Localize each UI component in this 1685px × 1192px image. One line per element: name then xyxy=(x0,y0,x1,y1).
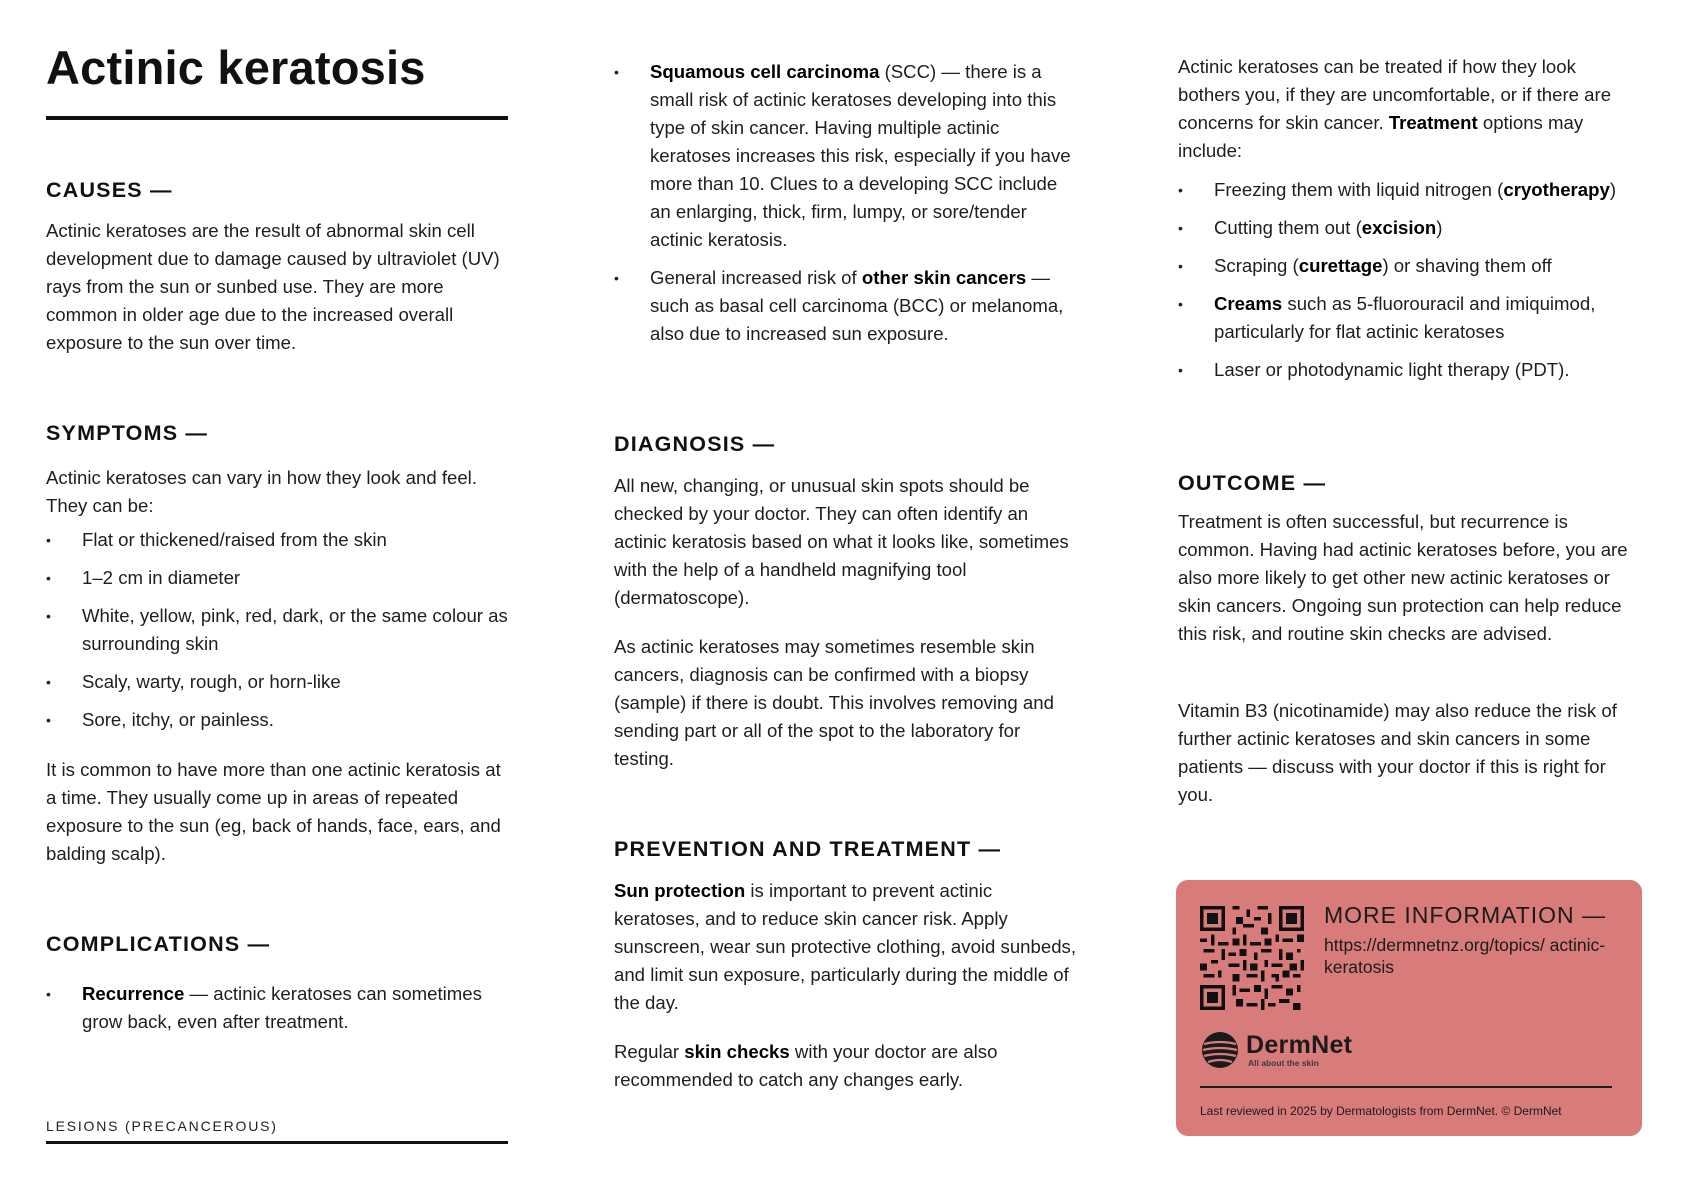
diagnosis-heading: DIAGNOSIS — xyxy=(614,432,776,456)
outcome-para-2: Vitamin B3 (nicotinamide) may also reduce the risk of further actinic keratoses and skin cancers in some patients — discuss with your doctor if this is right for you. xyxy=(1178,700,1617,805)
treatment-intro: Actinic keratoses can be treated if how they look bothers you, if they are uncomfortable, or if there are concerns for skin cancer. Treatment options may include: xyxy=(1178,56,1612,161)
symptoms-intro: Actinic keratoses can vary in how they look and feel. They can be: xyxy=(46,467,477,516)
category-label: LESIONS (PRECANCEROUS) xyxy=(46,1118,278,1134)
prevention-para-1: Sun protection is important to prevent actinic keratoses, and to reduce skin cancer risk. Apply sunscreen, wear sun protective clothing, avoid sunbeds, and limit sun exposure, particularly during the middle of the day. xyxy=(614,880,1077,1013)
prevention-para-2: Regular skin checks with your doctor are also recommended to catch any changes early. xyxy=(614,1041,998,1090)
more-info-url[interactable]: https://dermnetnz.org/topics/ actinic-keratosis xyxy=(1324,935,1606,977)
list-item: • Recurrence — actinic keratoses can sometimes grow back, even after treatment. xyxy=(46,980,508,1036)
list-item: • Scaly, warty, rough, or horn-like xyxy=(46,668,508,696)
list-item: • Laser or photodynamic light therapy (PDT). xyxy=(1178,356,1640,384)
diagnosis-para-1: All new, changing, or unusual skin spots should be checked by your doctor. They can often identify an actinic keratosis based on what it looks like, sometimes with the help of a handheld magnifying tool (dermatoscope). xyxy=(614,475,1069,608)
list-item: • Sore, itchy, or painless. xyxy=(46,706,508,734)
list-item: • Creams such as 5-fluorouracil and imiquimod, particularly for flat actinic keratoses xyxy=(1178,290,1640,346)
list-item: • Cutting them out (excision) xyxy=(1178,214,1640,242)
complications-list-continued xyxy=(614,58,1080,348)
causes-text: Actinic keratoses are the result of abnormal skin cell development due to damage caused by ultraviolet (UV) rays from the sun or sunbed use. They are more common in older age due to the increased overall exposure to the sun over time. xyxy=(46,220,500,353)
page-title: Actinic keratosis xyxy=(46,41,426,94)
more-info-heading: MORE INFORMATION — xyxy=(1324,902,1607,928)
diagnosis-para-2: As actinic keratoses may sometimes resemble skin cancers, diagnosis can be confirmed with a biopsy (sample) if there is doubt. This involves removing and sending part or all of the spot to the laboratory for testing. xyxy=(614,636,1054,769)
symptoms-heading: SYMPTOMS — xyxy=(46,421,209,445)
causes-heading: CAUSES — xyxy=(46,178,173,202)
dermnet-tagline: All about the skin xyxy=(1248,1058,1319,1068)
dermnet-logo-text: DermNet xyxy=(1246,1031,1353,1059)
symptoms-list xyxy=(46,526,508,734)
list-item: • General increased risk of other skin cancers — such as basal cell carcinoma (BCC) or melanoma, also due to increased sun exposure. xyxy=(614,264,1080,348)
list-item: • White, yellow, pink, red, dark, or the same colour as surrounding skin xyxy=(46,602,508,658)
outcome-para-1: Treatment is often successful, but recurrence is common. Having had actinic keratoses before, you are also more likely to get other new actinic keratoses or skin cancers. Ongoing sun protection can help reduce this risk, and routine skin checks are advised. xyxy=(1178,511,1628,644)
recurrence-term: Recurrence xyxy=(82,983,185,1004)
info-box-divider xyxy=(1200,1086,1612,1088)
other-cancers-term: other skin cancers xyxy=(861,267,1027,288)
complications-heading: COMPLICATIONS — xyxy=(46,932,271,956)
list-item: • Freezing them with liquid nitrogen (cryotherapy) xyxy=(1178,176,1640,204)
list-item: • Squamous cell carcinoma (SCC) — there is a small risk of actinic keratoses developing into this type of skin cancer. Having multiple actinic keratoses increases this risk, especially if you have more than 10. Clues to a developing SCC include an enlarging, thick, firm, lumpy, or sore/tender actinic keratosis. xyxy=(614,58,1080,254)
list-item: • 1–2 cm in diameter xyxy=(46,564,508,592)
treatment-list xyxy=(1178,176,1640,384)
prevention-heading: PREVENTION AND TREATMENT — xyxy=(614,837,1002,861)
qr-code-icon[interactable] xyxy=(1200,906,1304,1010)
complications-list xyxy=(46,980,508,1036)
title-divider xyxy=(46,116,508,120)
list-item: • Scraping (curettage) or shaving them off xyxy=(1178,252,1640,280)
review-note: Last reviewed in 2025 by Dermatologists from DermNet. © DermNet xyxy=(1200,1104,1562,1118)
more-info-box xyxy=(1176,880,1642,1136)
symptoms-outro: It is common to have more than one actinic keratosis at a time. They usually come up in areas of repeated exposure to the sun (eg, back of hands, face, ears, and balding scalp). xyxy=(46,759,501,864)
scc-term: Squamous cell carcinoma xyxy=(650,61,880,82)
outcome-heading: OUTCOME — xyxy=(1178,471,1327,495)
footer-divider xyxy=(46,1141,508,1144)
list-item: • Flat or thickened/raised from the skin xyxy=(46,526,508,554)
dermnet-logo-icon xyxy=(1200,1030,1240,1070)
